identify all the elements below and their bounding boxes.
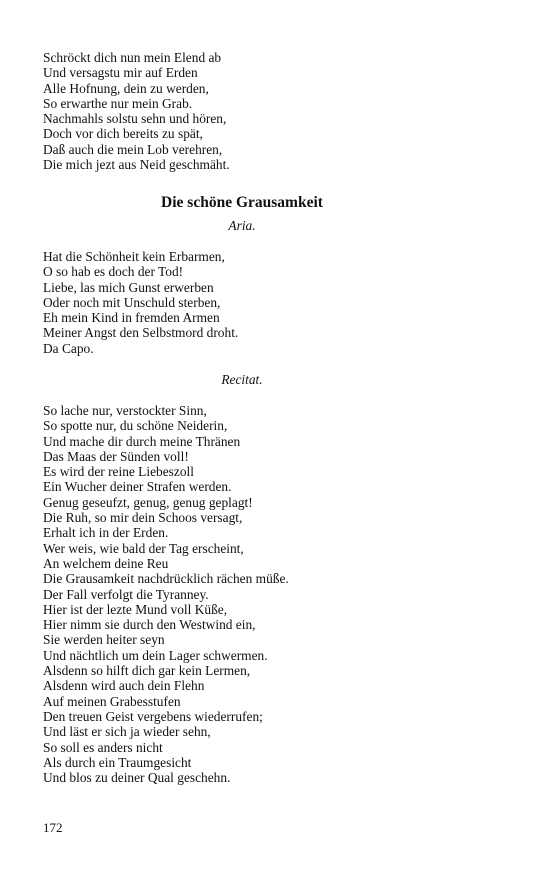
verse-line: Doch vor dich bereits zu spät, xyxy=(43,126,203,142)
verse-line: Alsdenn so hilft dich gar kein Lermen, xyxy=(43,663,251,679)
verse-line: Daß auch die mein Lob verehren, xyxy=(43,141,223,157)
verse-line: Und läst er sich ja wieder sehn, xyxy=(43,724,211,740)
verse-line: An welchem deine Reu xyxy=(43,555,169,571)
verse-line: Und nächtlich um dein Lager schwermen. xyxy=(43,647,268,663)
verse-line: Und blos zu deiner Qual geschehn. xyxy=(43,770,231,786)
verse-line: Genug geseufzt, genug, genug geplagt! xyxy=(43,494,253,510)
verse-line: So spotte nur, du schöne Neiderin, xyxy=(43,418,228,434)
poem-title: Die schöne Grausamkeit xyxy=(161,194,323,211)
verse-line: Oder noch mit Unschuld sterben, xyxy=(43,294,221,310)
verse-line: Und mache dir durch meine Thränen xyxy=(43,433,241,449)
verse-line: Es wird der reine Liebeszoll xyxy=(43,464,194,480)
recitat-stanza xyxy=(43,403,513,785)
verse-line: Erhalt ich in der Erden. xyxy=(43,525,169,541)
verse-line: O so hab es doch der Tod! xyxy=(43,264,184,280)
verse-line: So soll es anders nicht xyxy=(43,739,163,755)
verse-line: Liebe, las mich Gunst erwerben xyxy=(43,279,214,295)
recitat-heading: Recitat. xyxy=(221,372,263,387)
verse-line: Hier ist der lezte Mund voll Küße, xyxy=(43,601,228,617)
verse-line: Und versagstu mir auf Erden xyxy=(43,65,198,81)
verse-line: Eh mein Kind in fremden Armen xyxy=(43,310,220,326)
aria-stanza xyxy=(43,249,513,356)
aria-heading: Aria. xyxy=(228,218,256,233)
verse-line: Die Grausamkeit nachdrücklich rächen müße. xyxy=(43,571,289,587)
verse-line: So lache nur, verstockter Sinn, xyxy=(43,403,207,418)
verse-line: Sie werden heiter seyn xyxy=(43,632,165,648)
verse-line: Wer weis, wie bald der Tag erscheint, xyxy=(43,540,244,556)
verse-line: Nachmahls solstu sehn und hören, xyxy=(43,111,227,127)
verse-line: So erwarthe nur mein Grab. xyxy=(43,95,193,111)
verse-line: Alsdenn wird auch dein Flehn xyxy=(43,678,205,694)
verse-line: Als durch ein Traumgesicht xyxy=(43,754,192,770)
verse-line: Alle Hofnung, dein zu werden, xyxy=(43,80,209,96)
verse-line: Schröckt dich nun mein Elend ab xyxy=(43,50,222,65)
verse-line: Da Capo. xyxy=(43,340,94,356)
verse-line: Das Maas der Sünden voll! xyxy=(43,448,189,464)
verse-line: Die Ruh, so mir dein Schoos versagt, xyxy=(43,510,243,526)
verse-line: Ein Wucher deiner Strafen werden. xyxy=(43,479,232,495)
page-number: 172 xyxy=(43,820,63,835)
verse-line: Meiner Angst den Selbstmord droht. xyxy=(43,325,239,341)
verse-line: Der Fall verfolgt die Tyranney. xyxy=(43,586,209,602)
verse-line: Auf meinen Grabesstufen xyxy=(43,693,181,709)
verse-line: Den treuen Geist vergebens wiederrufen; xyxy=(43,708,263,724)
stanza-continued xyxy=(43,50,513,172)
verse-line: Hier nimm sie durch den Westwind ein, xyxy=(43,617,256,633)
verse-line: Die mich jezt aus Neid geschmäht. xyxy=(43,157,230,173)
verse-line: Hat die Schönheit kein Erbarmen, xyxy=(43,249,225,264)
